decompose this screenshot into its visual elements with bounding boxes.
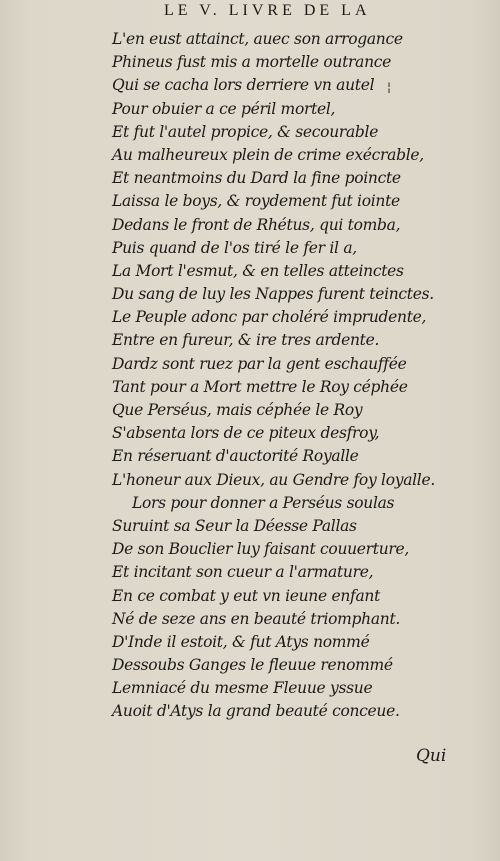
verse-line: Du sang de luy les Nappes furent teinctes.: [112, 285, 434, 304]
verse-line: Et fut l'autel propice, & secourable: [112, 122, 379, 141]
verse-line: Dardz sont ruez par la gent eschauffée: [112, 354, 407, 373]
verse-line: Suruint sa Seur la Déesse Pallas: [112, 516, 357, 535]
verse-line: Né de seze ans en beauté triomphant.: [112, 609, 401, 628]
verse-line: En réseruant d'auctorité Royalle: [112, 447, 359, 466]
verse-line: L'en eust attainct, auec son arrogance: [112, 30, 403, 48]
verse-line: D'Inde il estoit, & fut Atys nommé: [112, 632, 370, 651]
verse-line: Au malheureux plein de crime exécrable,: [112, 145, 424, 164]
catchword: Qui: [416, 746, 447, 766]
verse-line: Et incitant son cueur a l'armature,: [112, 563, 374, 582]
verse-line: Dessoubs Ganges le fleuue renommé: [112, 656, 393, 675]
verse-line: L'honeur aux Dieux, au Gendre foy loyalle.: [112, 470, 435, 489]
verse-line: Laissa le boys, & roydement fut iointe: [112, 192, 400, 211]
verse-line: Le Peuple adonc par choléré imprudente,: [112, 308, 427, 327]
verse-line: Puis quand de l'os tiré le fer il a,: [112, 238, 357, 257]
verse-line: Lors pour donner a Perséus soulas: [132, 493, 395, 512]
running-head: LE V. LIVRE DE LA: [164, 2, 371, 19]
verse-line: De son Bouclier luy faisant couuerture,: [112, 540, 410, 559]
verse-line: Phineus fust mis a mortelle outrance: [112, 53, 392, 72]
verse-block: [112, 28, 435, 724]
verse-line: Et neantmoins du Dard la fine poincte: [112, 169, 401, 188]
verse-line: Auoit d'Atys la grand beauté conceue.: [112, 702, 400, 721]
verse-line: Qui se cacha lors derriere vn autel: [112, 76, 375, 95]
margin-mark: ¦: [387, 80, 392, 94]
verse-line: Lemniacé du mesme Fleuue yssue: [112, 679, 373, 698]
verse-line: Dedans le front de Rhétus, qui tomba,: [112, 215, 401, 234]
verse-line: En ce combat y eut vn ieune enfant: [112, 586, 381, 605]
verse-line: La Mort l'esmut, & en telles atteinctes: [112, 261, 404, 280]
verse-line: Entre en fureur, & ire tres ardente.: [112, 331, 380, 350]
verse-line: Tant pour a Mort mettre le Roy céphée: [112, 377, 408, 396]
verse-line: Pour obuier a ce péril mortel,: [112, 99, 336, 118]
verse-line: S'absenta lors de ce piteux desfroy,: [112, 424, 380, 443]
verse-line: Que Perséus, mais céphée le Roy: [112, 401, 363, 419]
